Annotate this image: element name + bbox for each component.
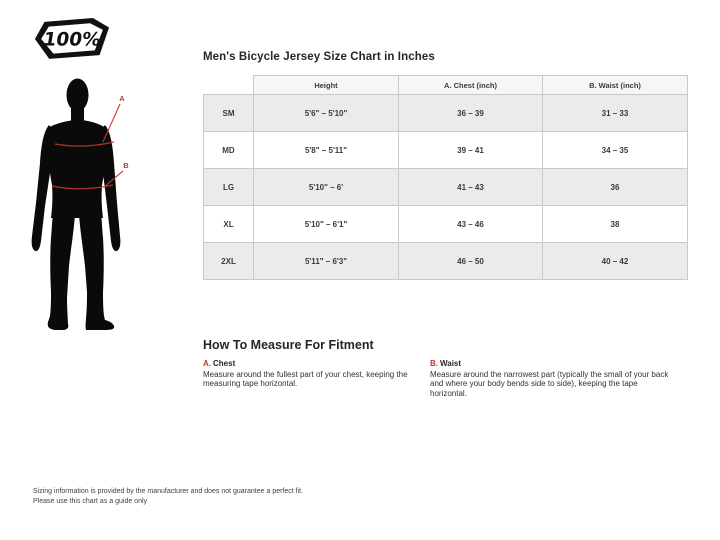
waist-cell: 40 – 42: [543, 243, 688, 280]
waist-cell: 38: [543, 206, 688, 243]
disclaimer-footer: [33, 487, 303, 506]
disclaimer-line-2: Please use this chart as a guide only: [33, 497, 148, 505]
brand-logo-100percent-icon: [34, 14, 110, 62]
man-silhouette-icon: [32, 79, 121, 331]
measure-chest-text: Measure around the fullest part of your chest, keeping the measuring tape horizontal.: [203, 369, 408, 388]
height-cell: 5'8" – 5'11": [254, 132, 399, 169]
chest-cell: 39 – 41: [399, 132, 543, 169]
waist-cell: 31 – 33: [543, 95, 688, 132]
size-cell: 2XL: [204, 243, 254, 280]
measure-item-waist: [430, 359, 670, 398]
page-title: Men's Bicycle Jersey Size Chart in Inches: [203, 51, 435, 63]
measure-item-chest: [203, 359, 427, 389]
measure-waist-prefix: B.: [430, 359, 438, 368]
measure-chest-label: A. Chest: [203, 359, 236, 368]
table-row-lg: [204, 169, 688, 206]
height-cell: 5'6" – 5'10": [254, 95, 399, 132]
waist-label-b: B: [123, 161, 129, 170]
chest-cell: 46 – 50: [399, 243, 543, 280]
column-header-chest: A. Chest (inch): [399, 76, 543, 95]
table-row-md: [204, 132, 688, 169]
size-cell: SM: [204, 95, 254, 132]
measure-chest-prefix: A.: [203, 359, 211, 368]
column-header-waist: B. Waist (inch): [543, 76, 688, 95]
table-row-sm: [204, 95, 688, 132]
table-row-2xl: [204, 243, 688, 280]
height-cell: 5'10" – 6'1": [254, 206, 399, 243]
measure-section-heading: How To Measure For Fitment: [203, 338, 374, 352]
disclaimer-line-1: Sizing information is provided by the manufacturer and does not guarantee a perfect fit.: [33, 488, 304, 495]
brand-logo-text: 100%: [41, 29, 103, 51]
height-cell: 5'11" – 6'3": [254, 243, 399, 280]
column-header-height: Height: [254, 76, 399, 95]
table-row-xl: [204, 206, 688, 243]
chest-label-a: A: [119, 94, 125, 103]
chest-cell: 36 – 39: [399, 95, 543, 132]
chest-cell: 41 – 43: [399, 169, 543, 206]
size-table: [203, 75, 688, 280]
size-cell: XL: [204, 206, 254, 243]
chest-cell: 43 – 46: [399, 206, 543, 243]
size-cell: MD: [204, 132, 254, 169]
table-header-row: [204, 76, 688, 95]
size-cell: LG: [204, 169, 254, 206]
measure-waist-text: Measure around the narrowest part (typically the small of your back and where your body bends side to side), keeping the tape horizontal.: [430, 369, 669, 398]
waist-cell: 36: [543, 169, 688, 206]
body-silhouette-figure: [28, 78, 163, 330]
waist-cell: 34 – 35: [543, 132, 688, 169]
chest-callout-line: [103, 104, 120, 142]
corner-cell: [204, 76, 254, 95]
measure-waist-label: B. Waist: [430, 359, 462, 368]
height-cell: 5'10" – 6': [254, 169, 399, 206]
